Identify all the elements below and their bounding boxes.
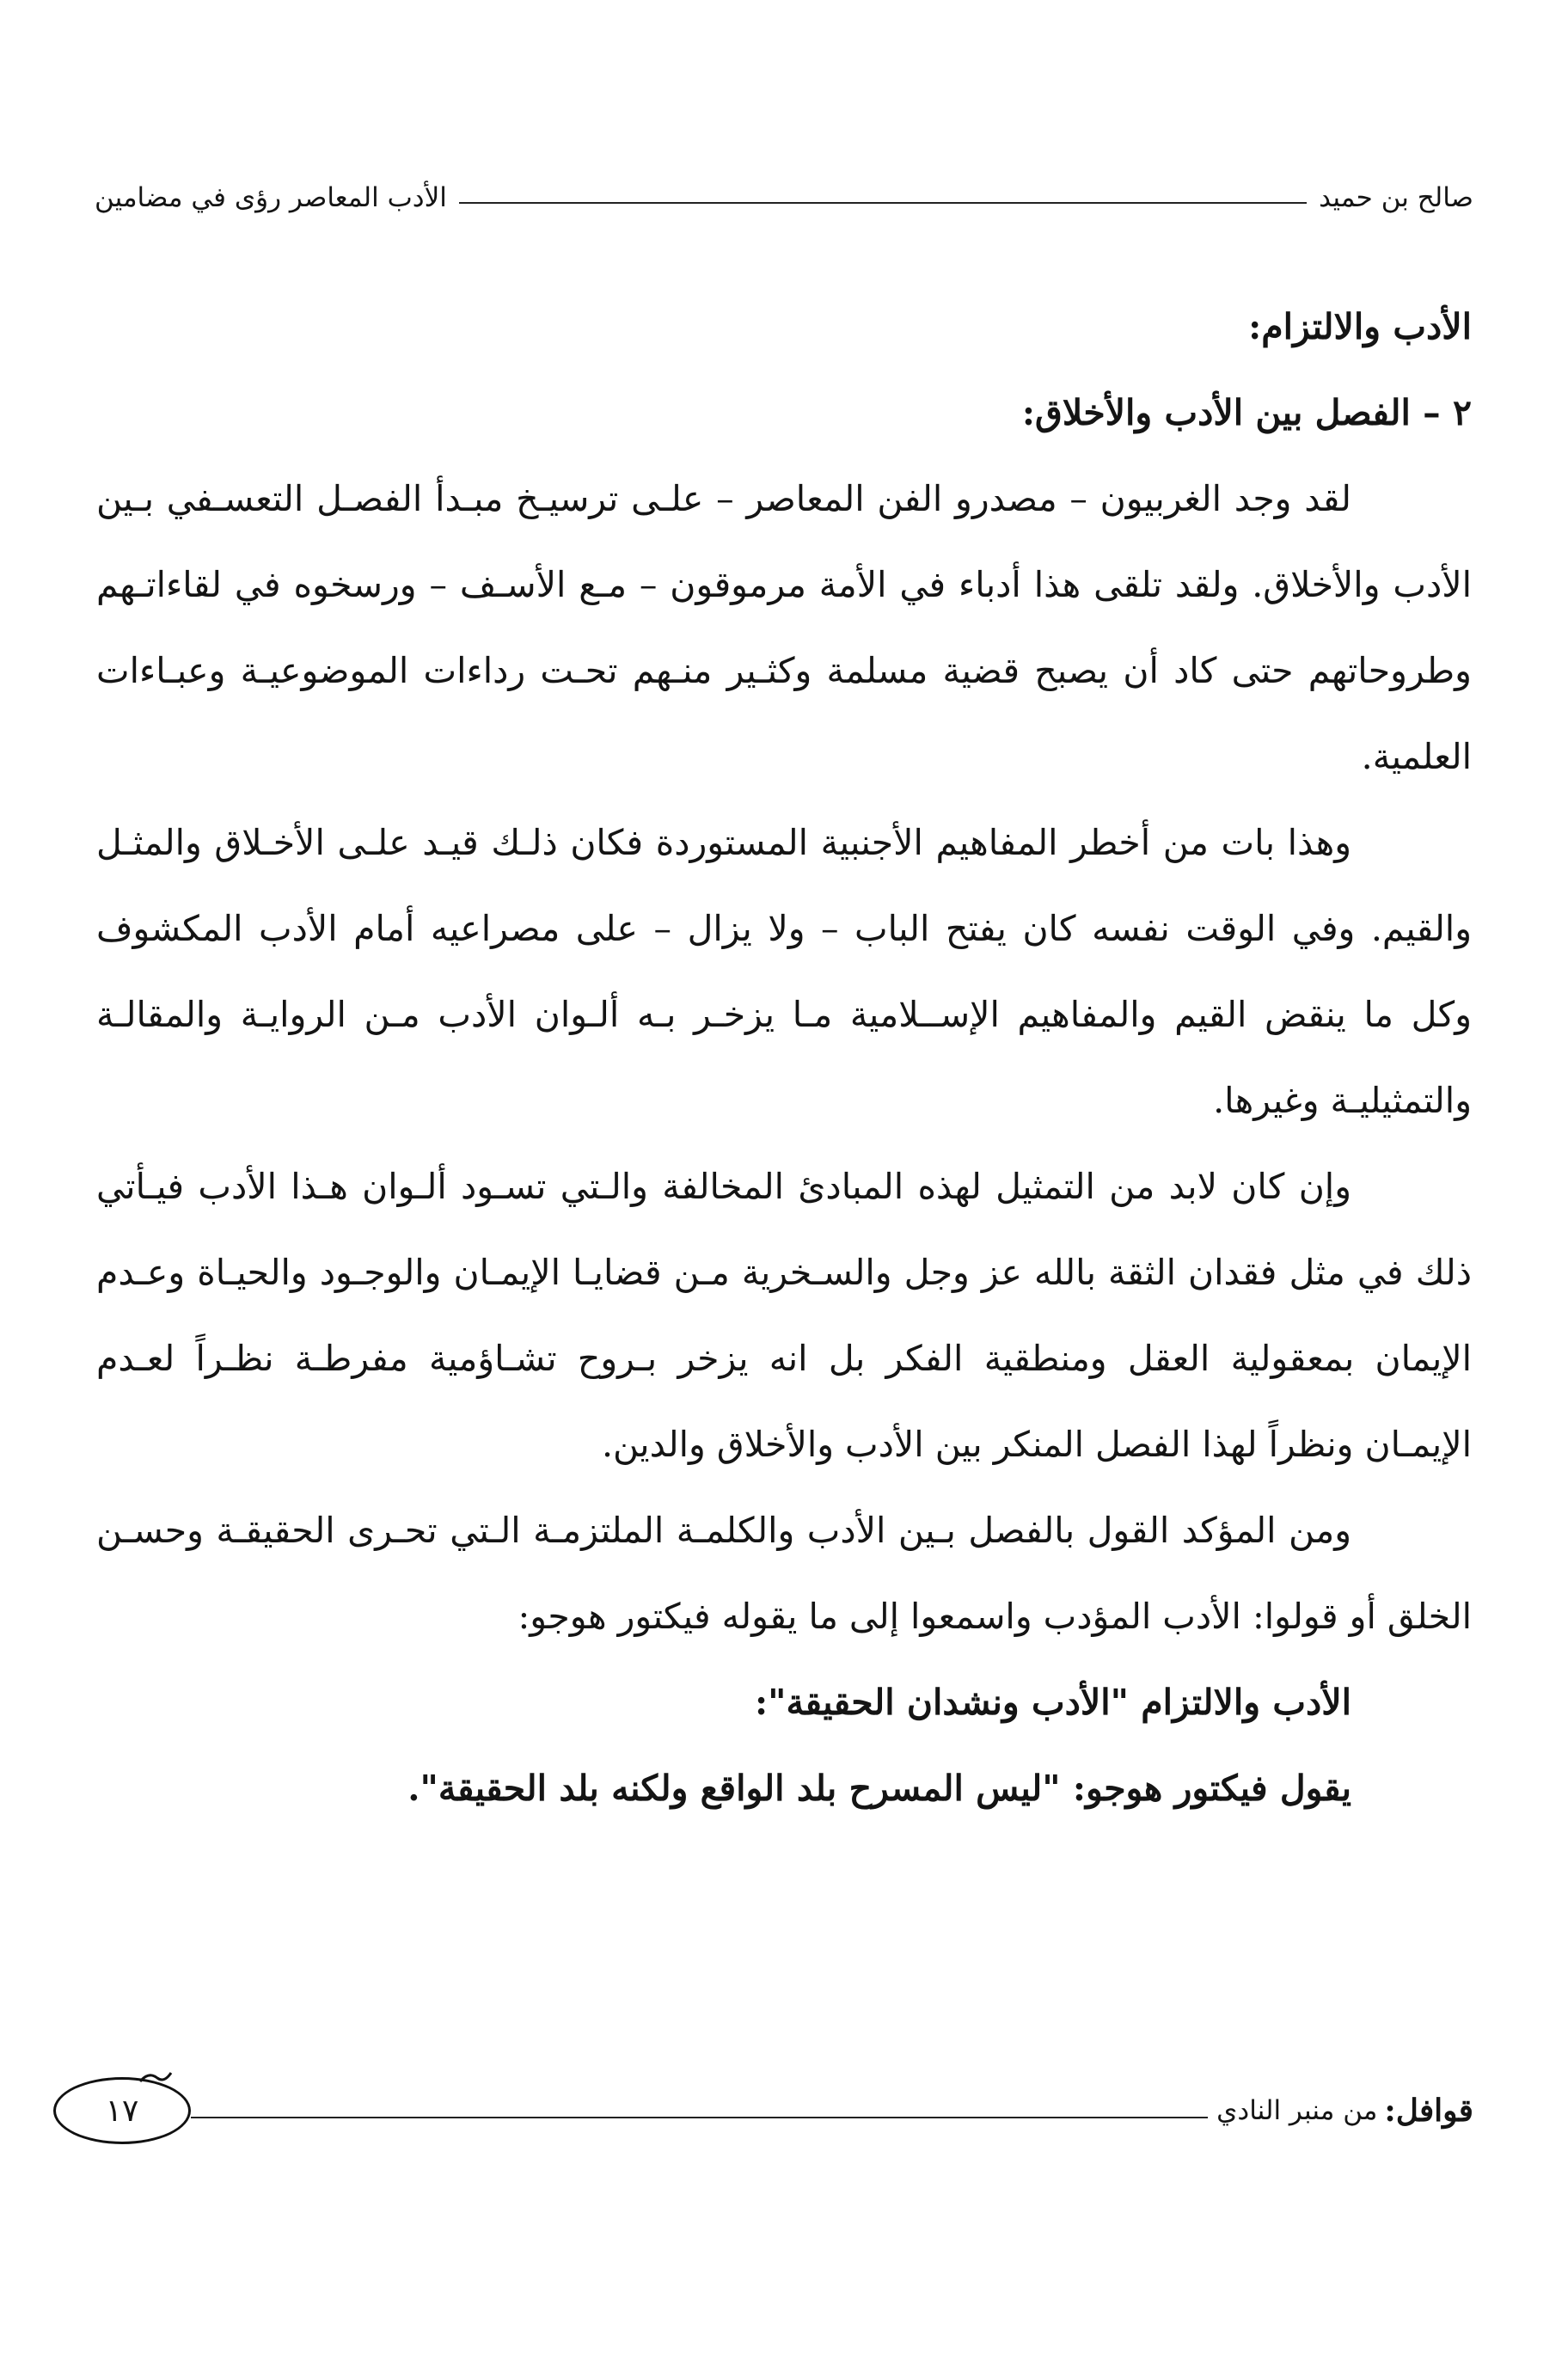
page-number: ١٧ (105, 2093, 139, 2129)
book-title: الأدب المعاصر رؤى في مضامين (95, 181, 447, 213)
swash-ornament-icon (138, 2069, 173, 2085)
paragraph: وإن كان لابد من التمثيل لهذه المبادئ المخالفة والـتي تسـود ألـوان هـذا الأدب فيـأتي ذلك في مثل فقدان الثقة بالله عز وجل والسـخرية مـن قضايـا الإيمـان والوجـود والحيـاة وعـدم الإيمان بمعقولية العقل ومنطقية الفكر بل انه يزخر بـروح تشـاؤمية مفرطـة نظـراً لعـدم الإيمـان ونظراً لهذا الفصل المنكر بين الأدب والأخلاق والدين. (96, 1166, 1472, 1465)
quote-title: الأدب والالتزام "الأدب ونشدان الحقيقة": (754, 1682, 1351, 1723)
subsection-heading: ٢ – الفصل بين الأدب والأخلاق: (1021, 392, 1472, 433)
page-footer (53, 2063, 1473, 2158)
quote-text: يقول فيكتور هوجو: "ليس المسرح بلد الواقع ولكنه بلد الحقيقة". (407, 1768, 1351, 1809)
section-heading: الأدب والالتزام: (1248, 306, 1472, 347)
paragraph: وهذا بات من أخطر المفاهيم الأجنبية المستوردة فكان ذلـك قيـد علـى الأخـلاق والمثـل والقيم. وفي الوقت نفسه كان يفتح الباب – ولا يزال – على مصراعيه أمام الأدب المكشوف وكل ما ينقض القيم والمفاهيم الإســلامية مـا يزخـر بـه ألـوان الأدب مـن الروايـة والمقالـة والتمثيليـة وغيرها. (96, 822, 1472, 1121)
magazine-subtitle: من منبر النادي (1216, 2095, 1378, 2126)
author-name: صالح بن حميد (1319, 181, 1473, 213)
footer-rule (191, 2117, 1208, 2118)
header-rule (459, 202, 1307, 204)
page-number-oval (53, 2077, 191, 2144)
paragraph: لقد وجد الغربيون – مصدرو الفن المعاصر – علـى ترسيـخ مبـدأ الفصـل التعسـفي بـين الأدب والأخلاق. ولقد تلقى هذا أدباء في الأمة مرموقون – مـع الأسـف – ورسخوه في لقاءاتـهم وطروحاتهم حتى كاد أن يصبح قضية مسلمة وكثـير منـهم تحـت رداءات الموضوعيـة وعبـاءات العلمية. (96, 478, 1472, 777)
running-header (95, 170, 1473, 225)
paragraph: ومن المؤكد القول بالفصل بـين الأدب والكلمـة الملتزمـة الـتي تحـرى الحقيقـة وحسـن الخلق أو قولوا: الأدب المؤدب واسمعوا إلى ما يقوله فيكتور هوجو: (96, 1510, 1472, 1637)
page-body (96, 284, 1472, 1831)
magazine-name: قوافل: (1384, 2093, 1473, 2129)
